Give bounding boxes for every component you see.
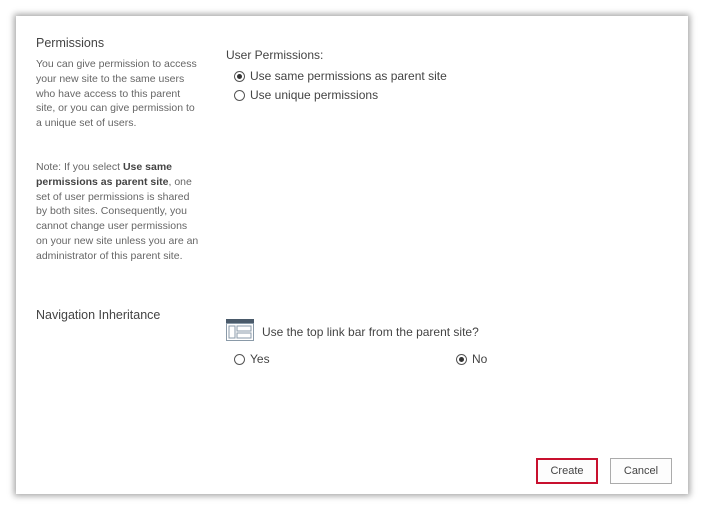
radio-label-same-permissions: Use same permissions as parent site (250, 69, 447, 83)
radio-button-checked[interactable] (234, 71, 245, 82)
cancel-button[interactable]: Cancel (610, 458, 672, 484)
top-link-bar-question: Use the top link bar from the parent site? (262, 325, 479, 339)
radio-label-unique-permissions: Use unique permissions (250, 88, 379, 102)
radio-use-unique-permissions[interactable] (234, 88, 378, 102)
radio-nav-no[interactable] (456, 352, 487, 366)
radio-button-unchecked[interactable] (234, 90, 245, 101)
user-permissions-label: User Permissions: (226, 48, 324, 62)
radio-use-same-permissions[interactable] (234, 69, 447, 83)
create-button[interactable]: Create (536, 458, 598, 484)
note-prefix: Note: If you select (36, 161, 123, 173)
navigation-section-title: Navigation Inheritance (36, 308, 161, 322)
permissions-description: You can give permission to access your new site to the same users who have access to this parent site, or you can give permission to a unique set of users. (36, 58, 197, 130)
note-bold: Use same permissions as parent site (36, 161, 173, 188)
permissions-note (36, 160, 201, 264)
radio-label-yes: Yes (250, 352, 270, 366)
permissions-section-title: Permissions (36, 36, 105, 50)
dialog-frame (16, 16, 688, 494)
radio-nav-yes[interactable] (234, 352, 270, 366)
radio-label-no: No (472, 352, 488, 366)
note-suffix: , one set of user permissions is shared by both sites. Consequently, you cannot change user permissions on your new site unless you are an administrator of this parent site. (36, 175, 199, 262)
radio-button-checked[interactable] (456, 354, 467, 365)
radio-button-unchecked[interactable] (234, 354, 245, 365)
top-link-bar-icon (226, 319, 254, 341)
